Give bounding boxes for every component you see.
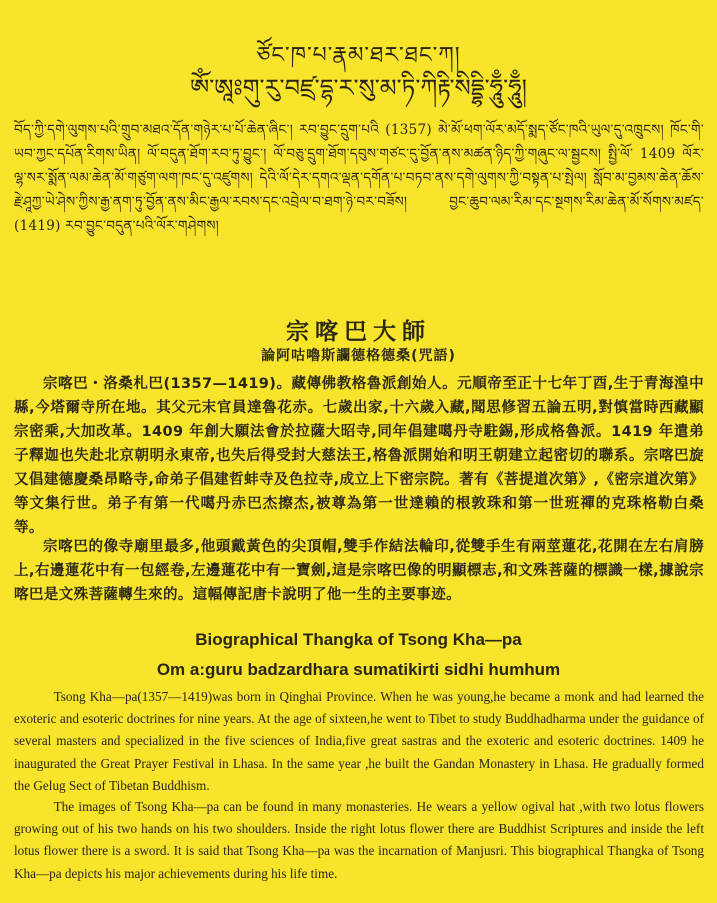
english-subtitle: Om a:guru badzardhara sumatikirti sidhi humhum xyxy=(156,660,561,679)
tibetan-title: ཙོང་ཁ་པ་རྣམ་ཐར་ཐང་ཀ། xyxy=(256,43,461,68)
tibetan-body-text: བོད་ཀྱི་དགེ་ལུགས་པའི་གྲུབ་མཐའ་དོན་གཉེར་པ་པོ་ཆེན་ཞིང་། རབ་བྱུང་དྲུག་པའི (1357) མེ་མོ་ཕག་ལོར་མདོ་སྨད་ཙོང་ཁའི་ཡུལ་དུ་འཁྲུངས། ཁོང་གི་ཡབ་ཀྱང་དཔོན་རིགས་ཡིན། ལོ་བདུན་ཐོག་རབ་ཏུ་བྱུང་། ལོ་བཅུ་དྲུག་ཐོག་དབུས་གཙང་དུ་བྱོན་ནས་མཚན་ཉིད་ཀྱི་གཞུང་ལ་སྦྱངས། སྤྱི་ལོ་ 1409 ལོར་ལྷ་སར་སྨོན་ལམ་ཆེན་མོ་གཙུག་ལག་ཁང་དུ་འཛུགས། དེའི་ལོ་དེར་དགའ་ལྡན་དགོན་པ་བཏབ་ནས་དགེ་ལུགས་ཀྱི་བསྟན་པ་སྤེལ། སློབ་མ་བྱམས་ཆེན་ཆོས་རྗེ་ཤཱཀྱ་ཡེ་ཤེས་ཀྱིས་རྒྱ་ནག་ཏུ་བྱོན་ནས་མིང་རྒྱལ་རབས་དང་འབྲེལ་བ་ཐག་ཉེ་བར་བཟོས། བྱང་ཆུབ་ལམ་རིམ་དང་སྔགས་རིམ་ཆེན་མོ་སོགས་མཛད་ (1419) རབ་བྱུང་བདུན་པའི་ལོར་གཤེགས། xyxy=(14,122,704,234)
english-paragraph-1: Tsong Kha—pa(1357—1419)was born in Qinghai Province. When he was young,he became a monk and had learned the exoteric and esoteric doctrines for nine years. At the age of sixteen,he went to Tibet to study Buddhadharma under the guidance of several masters and specialized in the five sciences of India,five great sastras and the exoteric and esoteric doctrines. 1409 he inaugurated the Great Prayer Festival in Lhasa. In the same year ,he built the Gandan Monastery in Lhasa. He gradually formed the Gelug Sect of Tibetan Buddhism. xyxy=(14,689,704,793)
chinese-paragraph-1: 宗喀巴・洛桑札巴(1357—1419)。藏傳佛教格魯派創始人。元順帝至正十七年丁酉,生于青海湟中縣,今塔爾寺所在地。其父元末官員達魯花赤。七歲出家,十六歲入藏,聞思修習五論五明,對慎當時西藏顯宗密乘,大加改革。1409 年創大願法會於拉薩大昭寺,同年倡建噶丹寺駐錫,形成格魯派。1419 年遣弟子釋迦也失赴北京朝明永東帝,也失后得受封大慈法王,格魯派開始和明王朝建立起密切的聯系。宗喀巴旋又倡建德慶桑昂略寺,命弟子倡建哲蚌寺及色拉寺,成立上下密宗院。著有《菩提道次第》,《密宗道次第》等文集行世。弟子有第一代噶丹赤巴杰擦杰,被尊為第一世達賴的根敦珠和第一世班禪的克珠格勒白桑等。 xyxy=(14,376,704,536)
english-paragraph-2: The images of Tsong Kha—pa can be found in many monasteries. He wears a yellow ogival hat ,with two lotus flowers growing out of his two hands on his two shoulders. Inside the right lotus flower there are Buddhist Scriptures and inside the left lotus flower there is a sword. It is said that Tsong Kha—pa was the incarnation of Manjusri. This biographical Thangka of Tsong Kha—pa depicts his major achievements during his life time. xyxy=(14,799,704,881)
english-title: Biographical Thangka of Tsong Kha—pa xyxy=(195,630,522,649)
tibetan-mantra: ཨོཾ་ཨཱཿགུ་རུ་བཛྲ་དྷ་ར་སུ་མ་ཏི་ཀིརྟི་སིདྡྷི་ཧཱུྃ་ཧཱུྃ། xyxy=(190,74,527,102)
chinese-title: 宗喀巴大師 xyxy=(286,319,431,345)
chinese-subtitle: 論阿咕嚕斯讕德格德桑(咒語) xyxy=(261,348,456,364)
chinese-paragraph-2: 宗喀巴的像寺廟里最多,他頭戴黃色的尖頂帽,雙手作結法輪印,從雙手生有兩莖蓮花,花開在左右肩膀上,右邊蓮花中有一包經卷,左邊蓮花中有一寶劍,這是宗喀巴像的明顯標志,和文殊菩薩的標識一樣,據說宗喀巴是文殊菩薩轉生來的。這幅傳記唐卡說明了他一生的主要事迹。 xyxy=(14,539,704,603)
